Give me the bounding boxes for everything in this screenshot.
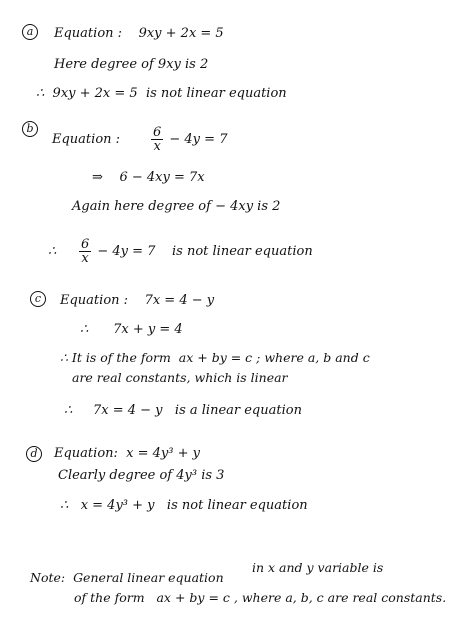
note-line-2	[74, 590, 446, 606]
part-c-form-suffix: ; where a, b and c	[256, 350, 370, 365]
note-line1a: General linear equation	[73, 570, 224, 585]
part-d-conclusion-line	[60, 498, 308, 514]
note-line2a: of the form	[74, 590, 145, 605]
part-c-form-line-2	[72, 370, 288, 386]
therefore-symbol: ∴	[64, 403, 73, 418]
part-c-step-line	[80, 322, 183, 338]
part-d-eq: x = 4y³ + y	[126, 446, 200, 461]
part-b-conclusion-text: is not linear equation	[171, 244, 313, 259]
part-b-conclusion-rest: − 4y = 7	[97, 244, 156, 259]
part-a-conclusion-text: is not linear equation	[145, 86, 287, 101]
part-d-conclusion-text: is not linear equation	[166, 498, 308, 513]
part-c-equation-line	[60, 293, 214, 309]
part-b-frac-den: x	[153, 139, 161, 154]
part-b-equation-line	[52, 126, 227, 153]
part-a-note-term: 9xy	[157, 57, 181, 72]
therefore-symbol: ∴	[80, 322, 89, 337]
part-b-badge: b	[22, 121, 38, 137]
part-c-eq-label: Equation :	[60, 293, 129, 308]
note-line-1b	[252, 560, 383, 576]
part-b-eq-label: Equation :	[52, 132, 121, 147]
part-c-form-line-1	[60, 350, 370, 366]
part-c-form-line2: are real constants, which is linear	[72, 370, 288, 385]
part-c-form-eq: ax + by = c	[178, 350, 253, 365]
part-a-eq: 9xy + 2x = 5	[138, 26, 224, 41]
implies-symbol: ⇒	[92, 170, 103, 185]
part-b-conclusion-fraction	[79, 238, 91, 265]
note-line2b: , where a, b, c are real constants.	[233, 590, 447, 605]
part-c-eq: 7x = 4 − y	[144, 293, 215, 308]
part-b-conclusion-frac-den: x	[81, 251, 89, 266]
part-c-form-prefix: ∴ It is of the form	[60, 350, 171, 365]
therefore-symbol: ∴	[60, 498, 69, 513]
part-a-degree-line	[54, 57, 208, 73]
therefore-symbol: ∴	[48, 244, 57, 259]
part-d-equation-line	[54, 446, 200, 462]
part-c-conclusion-line	[64, 403, 302, 419]
part-a-note-suffix: is 2	[185, 57, 209, 72]
part-b-step: 6 − 4xy = 7x	[119, 170, 205, 185]
part-b-fraction	[151, 126, 163, 153]
part-c-conclusion-text: is a linear equation	[174, 403, 302, 418]
part-d-badge: d	[26, 446, 42, 462]
part-b-step-line	[92, 170, 205, 186]
part-b-conclusion-frac-num: 6	[80, 237, 90, 252]
part-b-frac-num: 6	[152, 125, 162, 140]
part-c-conclusion-eq: 7x = 4 − y	[92, 403, 163, 418]
part-d-eq-label: Equation:	[54, 446, 118, 461]
part-c-badge: c	[30, 291, 46, 307]
part-a-eq-label: Equation :	[54, 26, 123, 41]
therefore-symbol: ∴	[36, 86, 45, 101]
part-a-badge: a	[22, 24, 38, 40]
part-a-conclusion-eq: 9xy + 2x = 5	[52, 86, 138, 101]
part-d-clearly: Clearly degree of 4y³ is 3	[58, 468, 225, 483]
note-line-1	[30, 570, 224, 586]
part-b-again: Again here degree of − 4xy is 2	[72, 199, 281, 214]
note-line2-eq: ax + by = c	[156, 590, 230, 605]
part-b-eq-rest: − 4y = 7	[169, 132, 228, 147]
part-d-clearly-line	[58, 468, 224, 484]
part-a-note-prefix: Here degree of	[54, 57, 154, 72]
note-line1b: in x and y variable is	[252, 560, 384, 575]
part-c-step: 7x + y = 4	[113, 322, 183, 337]
part-b-conclusion-line	[48, 238, 313, 265]
part-b-again-line	[72, 199, 280, 215]
note-label: Note:	[30, 570, 66, 585]
part-a-equation-line	[54, 26, 224, 42]
part-a-conclusion-line	[36, 86, 287, 102]
part-d-conclusion-eq: x = 4y³ + y	[80, 498, 155, 513]
